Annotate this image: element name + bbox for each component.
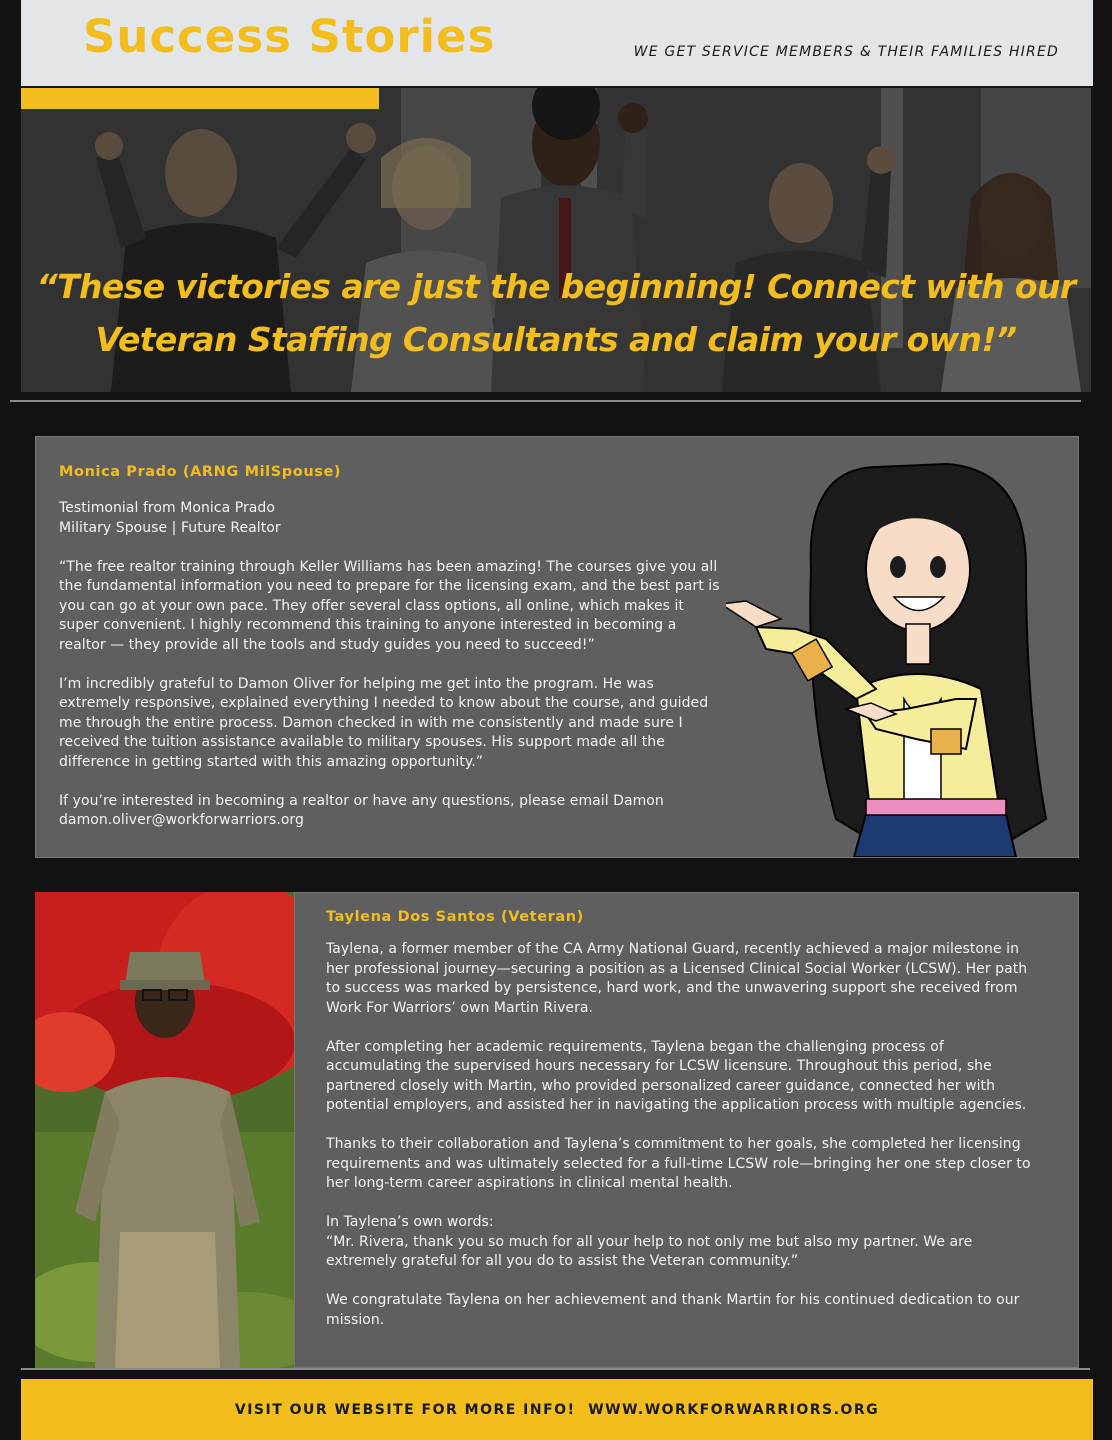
hero-quote-line-2: Veteran Staffing Consultants and claim your own!” <box>95 320 1017 359</box>
hero-quote-line-1: “These victories are just the beginning! Connect with our <box>36 267 1076 306</box>
footer-website-link[interactable]: VISIT OUR WEBSITE FOR MORE INFO! WWW.WORKFORWARRIORS.ORG <box>234 1402 880 1418</box>
footer-banner <box>21 1379 1093 1440</box>
contact-email[interactable]: damon.oliver@workforwarriors.org <box>59 812 304 828</box>
header-tagline: WE GET SERVICE MEMBERS & THEIR FAMILIES HIRED <box>633 44 1059 60</box>
page-title: Success Stories <box>83 10 496 63</box>
story-card-taylena <box>294 892 1079 1368</box>
cartoon-woman-pointing-illustration <box>726 459 1066 857</box>
header-banner <box>21 0 1093 86</box>
divider <box>10 400 1081 402</box>
story-card-monica <box>35 436 1079 858</box>
contact-line: If you’re interested in becoming a realtor or have any questions, please email Damon <box>59 792 664 809</box>
testimonial-paragraph: I’m incredibly grateful to Damon Oliver for helping me get into the program. He was extremely responsive, explained everything I needed to know about the course, and guided me through the entire process. Damon checked in with me consistently and made sure I received the tuition assistance available to military spouses. His support made all the difference in getting started with this amazing opportunity.” <box>59 675 709 770</box>
veteran-quote: “Mr. Rivera, thank you so much for all your help to not only me but also my partner. We are extremely grateful for all you do to assist the Veteran community.” <box>326 1233 973 1269</box>
story-title: Monica Prado (ARNG MilSpouse) <box>59 464 342 480</box>
story-paragraph: After completing her academic requirements, Taylena began the challenging process of accumulating the supervised hours necessary for LCSW licensure. Throughout this period, she partnered closely with Martin, who provided personalized career guidance, connected her with potential employers, and assisted her in navigating the application process with multiple agencies. <box>326 1038 1027 1113</box>
accent-bar <box>21 88 379 109</box>
story-body <box>59 499 727 831</box>
story-title: Taylena Dos Santos (Veteran) <box>326 909 584 925</box>
divider <box>21 1368 1090 1370</box>
story-body <box>326 940 1038 1330</box>
hero-image <box>21 88 1091 392</box>
quote-intro: In Taylena’s own words: <box>326 1214 494 1230</box>
story-paragraph: Taylena, a former member of the CA Army National Guard, recently achieved a major milestone in her professional journey—securing a position as a Licensed Clinical Social Worker (LCSW). Her path to success was marked by persistence, hard work, and the unwavering support she received from Work For Warriors’ own Martin Rivera. <box>326 941 1028 1016</box>
intro-line: Military Spouse | Future Realtor <box>59 519 281 536</box>
intro-line: Testimonial from Monica Prado <box>59 500 275 516</box>
taylena-photo <box>35 892 294 1368</box>
story-paragraph: Thanks to their collaboration and Taylena’s commitment to her goals, she completed her licensing requirements and was ultimately selected for a full-time LCSW role—bringing her one step closer to her long-term career aspirations in clinical mental health. <box>326 1136 1031 1191</box>
hero-quote <box>21 260 1091 366</box>
testimonial-paragraph: “The free realtor training through Keller Williams has been amazing! The courses give you all the fundamental information you need to prepare for the licensing exam, and the best part is you can go at your own pace. They offer several class options, all online, which makes it super convenient. I highly recommend this training to anyone interested in becoming a realtor — they provide all the tools and study guides you need to succeed!” <box>59 558 720 653</box>
closing-paragraph: We congratulate Taylena on her achievement and thank Martin for his continued dedication to our mission. <box>326 1292 1020 1328</box>
